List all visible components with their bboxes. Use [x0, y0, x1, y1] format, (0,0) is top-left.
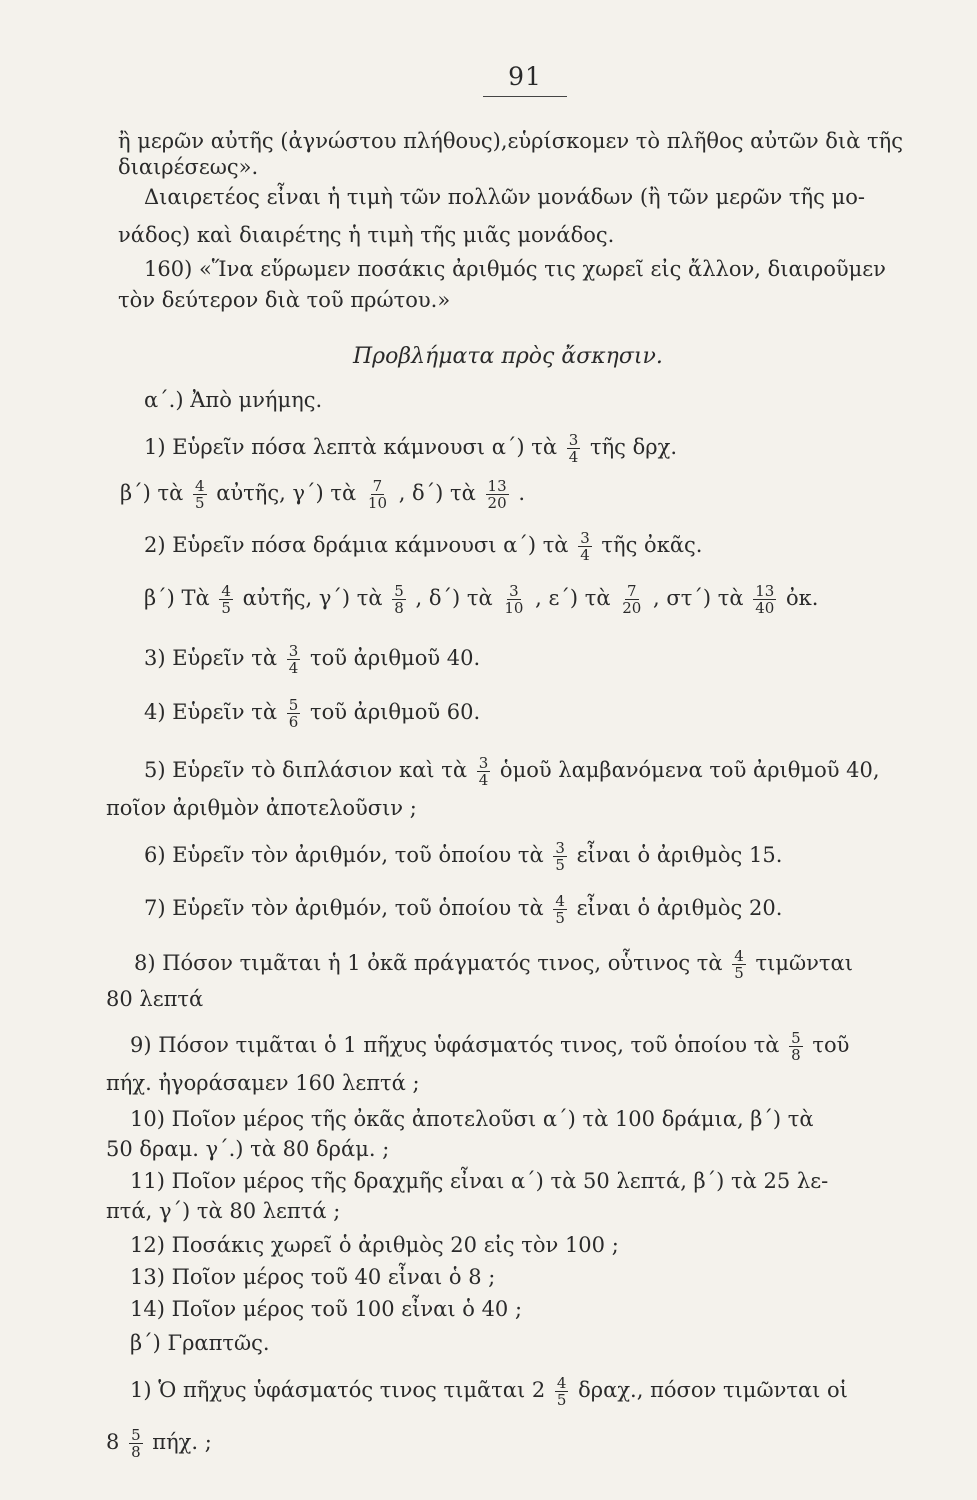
written-problem-1 [130, 1375, 848, 1408]
fraction [555, 1375, 569, 1408]
fraction [789, 1030, 803, 1063]
fraction-numerator: 4 [221, 582, 231, 600]
problem-9-continued: πήχ. ἠγοράσαμεν 160 λεπτά ; [106, 1071, 420, 1095]
fraction-denominator: 4 [478, 771, 489, 789]
text-line: ἢ μερῶν αὐτῆς (ἀγνώστου πλήθους),εὑρίσκομεν τὸ πλῆθος αὐτῶν διὰ τῆς [118, 129, 903, 153]
problem-text: πήχ. ; [152, 1430, 212, 1454]
fraction-denominator: 40 [755, 599, 775, 617]
fraction [193, 478, 207, 511]
fraction-numerator: 13 [755, 582, 775, 600]
problem-text: τοῦ ἀριθμοῦ 40. [309, 646, 481, 670]
problem-8-continued: 80 λεπτά [106, 987, 204, 1011]
problem-text: 5) Εὑρεῖν τὸ διπλάσιον καὶ τὰ [144, 758, 467, 782]
fraction [392, 583, 406, 616]
fraction-denominator: 4 [568, 448, 579, 466]
problem-1 [144, 432, 677, 465]
problem-text: β΄) Τὰ [144, 586, 210, 610]
fraction-numerator: 4 [734, 947, 744, 965]
subsection-label: β΄) Γραπτῶς. [130, 1331, 270, 1355]
problem-text: τῆς δρχ. [589, 435, 678, 459]
problem-text: τοῦ ἀριθμοῦ 60. [309, 700, 481, 724]
fraction [732, 948, 746, 981]
fraction-numerator: 5 [394, 582, 404, 600]
problem-text: 1) Εὑρεῖν πόσα λεπτὰ κάμνουσι α΄) τὰ [144, 435, 558, 459]
problem-text: αὐτῆς, γ΄) τὰ [242, 586, 383, 610]
fraction-numerator: 3 [509, 582, 519, 600]
fraction [578, 530, 592, 563]
problem-text: αὐτῆς, γ΄) τὰ [216, 481, 357, 505]
problem-text: 7) Εὑρεῖν τὸν ἀριθμόν, τοῦ ὁποίου τὰ [144, 896, 544, 920]
fraction-denominator: 5 [221, 599, 231, 617]
problem-text: ὀκ. [786, 586, 819, 610]
problem-text: ὁμοῦ λαμβανόμενα τοῦ ἀριθμοῦ 40, [499, 758, 880, 782]
fraction [567, 432, 581, 465]
problem-text: 8) Πόσον τιμᾶται ἡ 1 ὀκᾶ πράγματός τινος, οὗτινος τὰ [134, 951, 723, 975]
fraction-denominator: 10 [504, 599, 524, 617]
problem-2-continued [144, 583, 818, 616]
fraction-denominator: 10 [367, 494, 387, 512]
text-line: νάδος) καὶ διαιρέτης ἡ τιμὴ τῆς μιᾶς μονάδος. [118, 223, 615, 247]
fraction-numerator: 3 [288, 642, 299, 660]
problem-text: 2) Εὑρεῖν πόσα δράμια κάμνουσι α΄) τὰ [144, 533, 569, 557]
problem-text: 9) Πόσον τιμᾶται ὁ 1 πῆχυς ὑφάσματός τινος, τοῦ ὁποίου τὰ [130, 1033, 780, 1057]
text-line: τὸν δεύτερον διὰ τοῦ πρώτου.» [118, 288, 451, 312]
fraction-denominator: 20 [487, 494, 507, 512]
fraction-denominator: 5 [556, 1391, 567, 1409]
fraction-numerator: 3 [580, 529, 590, 547]
problem-2 [144, 530, 702, 563]
problem-text: εἶναι ὁ ἀριθμὸς 15. [576, 843, 783, 867]
problem-13: 13) Ποῖον μέρος τοῦ 40 εἶναι ὁ 8 ; [130, 1265, 496, 1289]
text-line: Διαιρετέος εἶναι ἡ τιμὴ τῶν πολλῶν μονάδων (ἢ τῶν μερῶν τῆς μο- [144, 185, 865, 209]
fraction-denominator: 4 [288, 659, 299, 677]
fraction-numerator: 3 [568, 431, 579, 449]
fraction-numerator: 5 [791, 1029, 801, 1047]
problem-text: τιμῶνται [755, 951, 853, 975]
problem-7 [144, 893, 782, 926]
problem-text: , δ΄) τὰ [398, 481, 476, 505]
problem-text: τοῦ [812, 1033, 850, 1057]
fraction-numerator: 4 [556, 1374, 567, 1392]
fraction-denominator: 20 [622, 599, 642, 617]
fraction-numerator: 5 [131, 1426, 141, 1444]
problem-text: τῆς ὀκᾶς. [601, 533, 703, 557]
fraction [486, 478, 509, 511]
fraction-denominator: 8 [394, 599, 404, 617]
fraction [477, 755, 491, 788]
section-heading: Προβλήματα πρὸς ἄσκησιν. [353, 344, 663, 369]
problem-12: 12) Ποσάκις χωρεῖ ὁ ἀριθμὸς 20 εἰς τὸν 100 ; [130, 1233, 619, 1257]
fraction-denominator: 5 [195, 494, 205, 512]
problem-text: 3) Εὑρεῖν τὰ [144, 646, 278, 670]
problem-text: β΄) τὰ [120, 481, 184, 505]
fraction [553, 840, 567, 873]
fraction-denominator: 5 [555, 909, 565, 927]
page-number-rule [483, 96, 567, 97]
problem-14: 14) Ποῖον μέρος τοῦ 100 εἶναι ὁ 40 ; [130, 1297, 523, 1321]
problem-text: , ε΄) τὰ [535, 586, 611, 610]
written-problem-1-continued [106, 1427, 212, 1460]
problem-text: εἶναι ὁ ἀριθμὸς 20. [576, 896, 783, 920]
problem-text: . [518, 481, 526, 505]
fraction [502, 583, 525, 616]
fraction-numerator: 3 [478, 754, 489, 772]
fraction-numerator: 7 [372, 477, 383, 495]
problem-10-continued: 50 δραμ. γ΄.) τὰ 80 δράμ. ; [106, 1137, 390, 1161]
text-line: διαιρέσεως». [118, 155, 259, 179]
fraction [553, 893, 567, 926]
fraction [287, 643, 301, 676]
problem-8 [134, 948, 853, 981]
fraction [129, 1427, 143, 1460]
fraction-numerator: 4 [555, 892, 565, 910]
fraction-numerator: 4 [195, 477, 205, 495]
fraction-numerator: 7 [627, 582, 637, 600]
page-number: 91 [508, 62, 542, 91]
fraction-denominator: 6 [288, 713, 299, 731]
fraction [366, 478, 389, 511]
problem-text: δραχ., πόσον τιμῶνται οἱ [578, 1378, 848, 1402]
problem-1-continued [120, 478, 525, 511]
fraction [287, 697, 301, 730]
fraction-denominator: 5 [734, 964, 744, 982]
fraction [219, 583, 233, 616]
problem-11-continued: πτά, γ΄) τὰ 80 λεπτά ; [106, 1199, 341, 1223]
problem-10: 10) Ποῖον μέρος τῆς ὀκᾶς ἀποτελοῦσι α΄) τὰ 100 δράμια, β΄) τὰ [130, 1107, 814, 1131]
fraction-numerator: 13 [487, 477, 507, 495]
fraction-denominator: 8 [131, 1443, 141, 1461]
problem-4 [144, 697, 480, 730]
problem-9 [130, 1030, 849, 1063]
problem-text: 8 [106, 1430, 120, 1454]
problem-text: , στ΄) τὰ [653, 586, 744, 610]
problem-3 [144, 643, 480, 676]
fraction-denominator: 8 [791, 1046, 801, 1064]
problem-text: , δ΄) τὰ [415, 586, 493, 610]
fraction-numerator: 5 [288, 696, 299, 714]
fraction [753, 583, 776, 616]
problem-6 [144, 840, 782, 873]
fraction-numerator: 3 [555, 839, 565, 857]
problem-text: 1) Ὁ πῆχυς ὑφάσματός τινος τιμᾶται 2 [130, 1378, 546, 1402]
subsection-label: α΄.) Ἀπὸ μνήμης. [144, 388, 323, 412]
problem-text: 4) Εὑρεῖν τὰ [144, 700, 278, 724]
problem-5 [144, 755, 880, 788]
problem-text: 6) Εὑρεῖν τὸν ἀριθμόν, τοῦ ὁποίου τὰ [144, 843, 544, 867]
problem-5-continued: ποῖον ἀριθμὸν ἀποτελοῦσιν ; [106, 796, 417, 820]
fraction [620, 583, 643, 616]
fraction-denominator: 4 [580, 546, 590, 564]
problem-11: 11) Ποῖον μέρος τῆς δραχμῆς εἶναι α΄) τὰ 50 λεπτά, β΄) τὰ 25 λε- [130, 1169, 829, 1193]
fraction-denominator: 5 [555, 856, 565, 874]
text-line: 160) «Ἵνα εὕρωμεν ποσάκις ἀριθμός τις χωρεῖ εἰς ἄλλον, διαιροῦμεν [144, 257, 886, 281]
